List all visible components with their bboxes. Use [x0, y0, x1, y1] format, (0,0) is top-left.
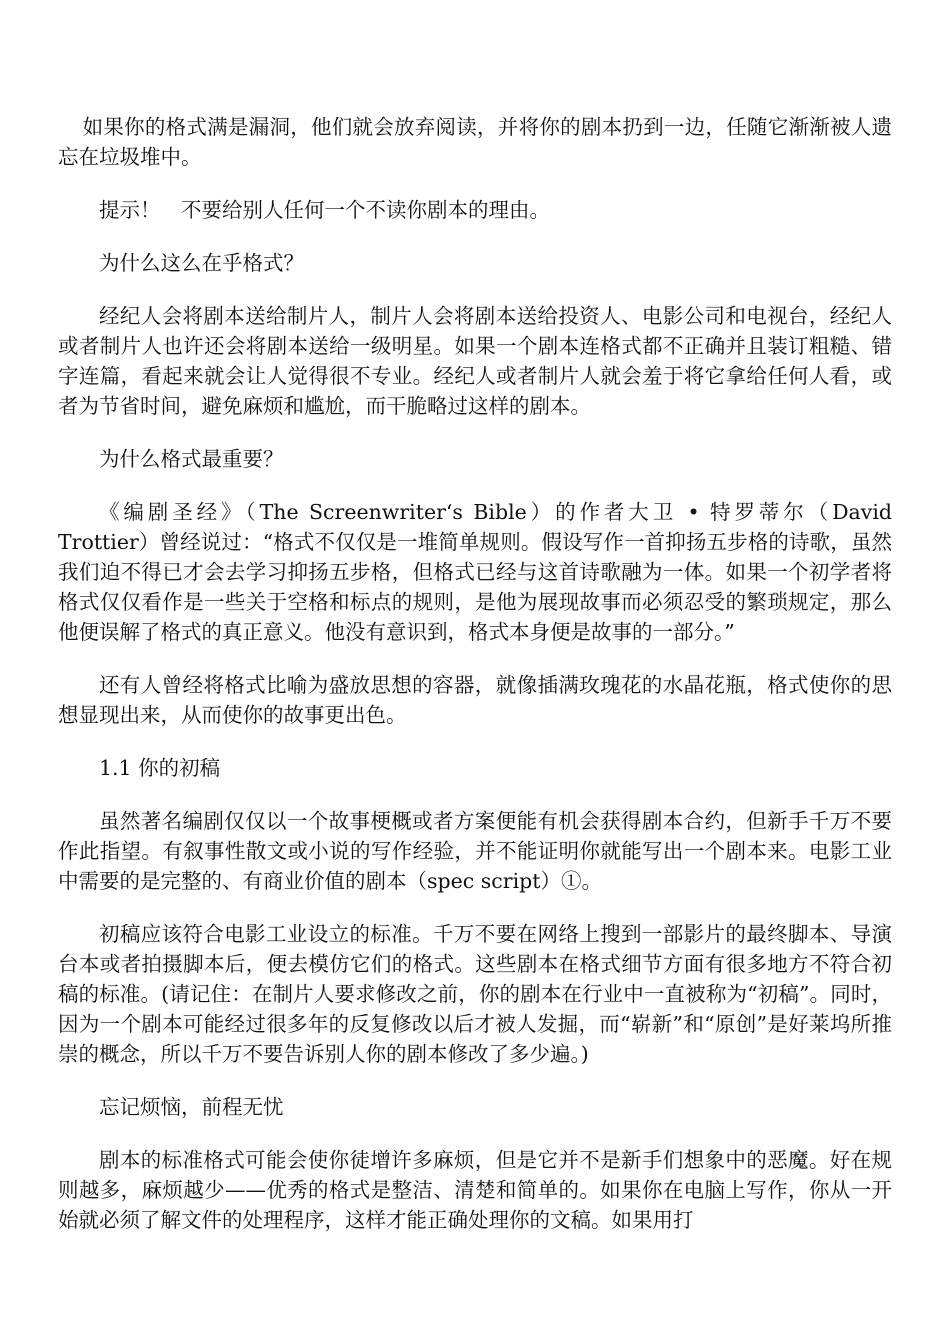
section-heading-why-care: 为什么这么在乎格式？: [99, 251, 304, 275]
paragraph-standard-format: 剧本的标准格式可能会使你徒增许多麻烦，但是它并不是新手们想象中的恶魔。好在规则越多，麻烦越少——优秀的格式是整洁、清楚和简单的。如果你在电脑上写作，你从一开始就必须了解文件的处理程序，这样才能正确处理你的文稿。如果用打: [58, 1148, 892, 1232]
paragraph-spec-script: 虽然著名编剧仅仅以一个故事梗概或者方案便能有机会获得剧本合约，但新手千万不要作此指望。有叙事性散文或小说的写作经验，并不能证明你就能写出一个剧本来。电影工业中需要的是完整的、有商业价值的剧本（spec script）①。: [58, 809, 892, 893]
tip-paragraph: 提示！ 不要给别人任何一个不读你剧本的理由。: [99, 198, 550, 222]
document-page: [58, 112, 892, 1258]
paragraph-agents: 经纪人会将剧本送给制片人，制片人会将剧本送给投资人、电影公司和电视台，经纪人或者制片人也许还会将剧本送给一级明星。如果一个剧本连格式都不正确并且装订粗糙、错字连篇，看起来就会让人觉得很不专业。经纪人或者制片人就会羞于将它拿给任何人看，或者为节省时间，避免麻烦和尴尬，而干脆略过这样的剧本。: [58, 304, 892, 418]
paragraph-1: 如果你的格式满是漏洞，他们就会放弃阅读，并将你的剧本扔到一边，任随它渐渐被人遗忘在垃圾堆中。: [58, 115, 892, 169]
section-heading-first-draft: 1.1 你的初稿: [99, 756, 221, 780]
paragraph-container-metaphor: 还有人曾经将格式比喻为盛放思想的容器，就像插满玫瑰花的水晶花瓶，格式使你的思想显现出来，从而使你的故事更出色。: [58, 673, 892, 727]
paragraph-draft-standard: 初稿应该符合电影工业设立的标准。千万不要在网络上搜到一部影片的最终脚本、导演台本或者拍摄脚本后，便去模仿它们的格式。这些剧本在格式细节方面有很多地方不符合初稿的标准。(请记住：在制片人要求修改之前，你的剧本在行业中一直被称为“初稿”。同时，因为一个剧本可能经过很多年的反复修改以后才被人发掘，而“崭新”和“原创”是好莱坞所推崇的概念，所以千万不要告诉别人你的剧本修改了多少遍。): [58, 922, 892, 1066]
paragraph-bible-quote: 《编剧圣经》（The Screenwriter‘s Bible）的作者大卫 • 特罗蒂尔（David Trottier）曾经说过：“格式不仅仅是一堆简单规则。假设写作一首抑扬五步格的诗歌，虽然我们迫不得已才会去学习抑扬五步格，但格式已经与这首诗歌融为一体。如果一个初学者将格式仅仅看作是一些关于空格和标点的规则，是他为展现故事而必须忍受的繁琐规定，那么他便误解了格式的真正意义。他没有意识到，格式本身便是故事的一部分。”: [58, 500, 892, 644]
section-heading-why-important: 为什么格式最重要？: [99, 447, 284, 471]
section-heading-forget-worries: 忘记烦恼，前程无忧: [99, 1095, 284, 1119]
